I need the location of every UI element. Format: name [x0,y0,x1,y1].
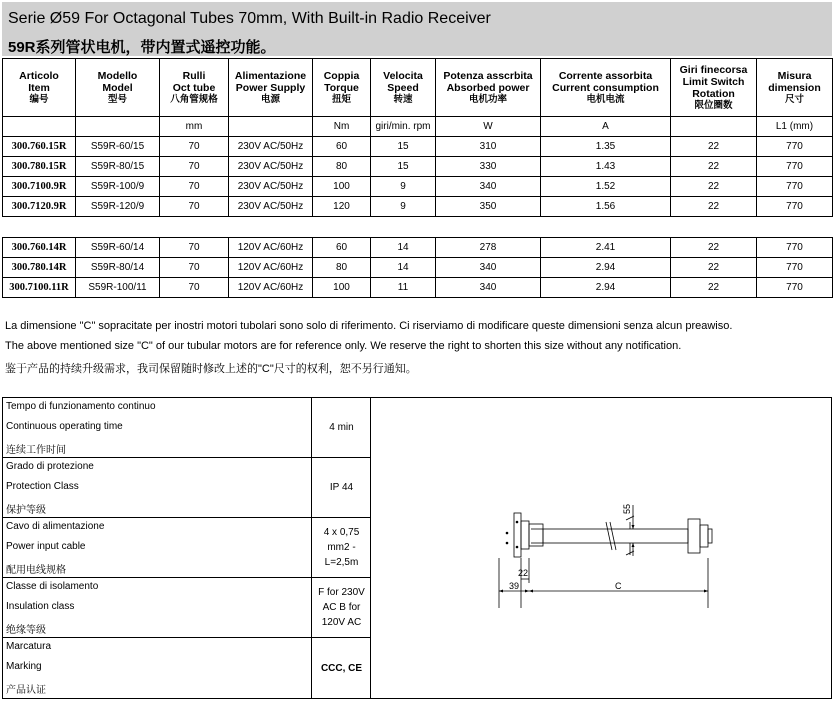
cell-torque: 80 [313,157,371,177]
cell-power-supply: 230V AC/50Hz [229,197,313,217]
table-row [3,137,833,157]
technical-specs-box [2,397,371,699]
unit-cell: mm [160,117,229,137]
cell-oct-tube: 70 [160,197,229,217]
cell-dimension: 770 [757,238,833,258]
cell-absorbed-power: 350 [436,197,541,217]
column-header-it: Alimentazione [234,69,307,82]
cell-absorbed-power: 330 [436,157,541,177]
table-row [3,278,833,298]
column-header-absorbed-power [436,59,541,117]
spec-label-it: Grado di protezione [6,461,94,472]
spec-label-en: Power input cable [6,541,86,552]
cell-limit-switch-rotation: 22 [671,238,757,258]
column-header-it: Articolo [19,69,59,82]
cell-item-code: 300.760.14R [3,238,76,258]
title-banner [2,2,832,56]
column-header-cn: 编号 [29,93,49,105]
spec-table-60hz [2,237,833,298]
cell-dimension: 770 [757,177,833,197]
cell-speed: 9 [371,177,436,197]
motor-drawing-box [370,397,832,699]
column-header-cn: 尺寸 [784,93,804,105]
column-header-dimension [757,59,833,117]
column-header-cn: 型号 [107,93,127,105]
spec-label-group [3,578,311,638]
cell-power-supply: 120V AC/60Hz [229,278,313,298]
dimension-label-diameter: 55 [622,503,632,514]
unit-cell: A [541,117,671,137]
dimension-label-22: 22 [518,568,529,578]
unit-cell: giri/min. rpm [371,117,436,137]
cell-model: S59R-80/14 [76,258,160,278]
units-row [3,117,833,137]
table-row [3,258,833,278]
cell-torque: 60 [313,137,371,157]
motor-tube [543,529,688,543]
note-italian: La dimensione "C" sopracitate per inostri motori tubolari sono solo di riferimento. Ci riserviamo di modificare queste dimensioni senza alcun preawiso. [5,320,733,332]
cell-oct-tube: 70 [160,157,229,177]
cell-power-supply: 120V AC/60Hz [229,258,313,278]
cell-limit-switch-rotation: 22 [671,258,757,278]
table-row [3,238,833,258]
column-header-current [541,59,671,117]
unit-cell [229,117,313,137]
column-header-en: Speed [387,81,419,94]
cell-dimension: 770 [757,197,833,217]
dimension-label-39: 39 [509,581,520,591]
cell-oct-tube: 70 [160,278,229,298]
cell-current: 2.94 [541,258,671,278]
cell-current: 1.56 [541,197,671,217]
cell-model: S59R-100/11 [76,278,160,298]
spec-label-group [3,458,311,518]
cell-power-supply: 120V AC/60Hz [229,238,313,258]
cell-torque: 80 [313,258,371,278]
spec-label-cn: 配用电线规格 [6,565,66,576]
column-header-cn: 电源 [260,93,280,105]
spec-label-en: Marking [6,661,42,672]
spec-label-en: Continuous operating time [6,421,123,432]
cell-current: 1.43 [541,157,671,177]
spec-value: 4 min [311,398,371,458]
column-header-it: Giri finecorsa [679,63,748,76]
cell-oct-tube: 70 [160,177,229,197]
cell-speed: 14 [371,238,436,258]
cell-oct-tube: 70 [160,238,229,258]
column-header-cn: 八角管规格 [170,93,218,105]
spec-label-it: Cavo di alimentazione [6,521,105,532]
cell-current: 1.52 [541,177,671,197]
cell-absorbed-power: 340 [436,278,541,298]
cell-dimension: 770 [757,258,833,278]
column-header-it: Rulli [182,69,206,82]
cell-speed: 11 [371,278,436,298]
cell-torque: 120 [313,197,371,217]
cell-item-code: 300.780.14R [3,258,76,278]
cell-item-code: 300.760.15R [3,137,76,157]
cell-absorbed-power: 340 [436,177,541,197]
cell-current: 2.41 [541,238,671,258]
cell-power-supply: 230V AC/50Hz [229,177,313,197]
page-title: Serie Ø59 For Octagonal Tubes 70mm, With Built-in Radio Receiver [8,10,491,27]
column-header-limit-switch-rotation [671,59,757,117]
dimension-label-c: C [615,581,622,591]
column-header-it: Modello [97,69,138,82]
cell-model: S59R-60/15 [76,137,160,157]
column-header-model [76,59,160,117]
cell-torque: 100 [313,278,371,298]
cell-current: 2.94 [541,278,671,298]
column-header-en: Limit Switch Rotation [682,75,745,100]
spec-table-50hz [2,58,833,217]
column-header-power-supply [229,59,313,117]
cell-current: 1.35 [541,137,671,157]
spec-label-cn: 绝缘等级 [6,625,46,636]
column-header-en: Power Supply [235,81,306,94]
spec-value: F for 230V AC B for 120V AC [311,578,371,638]
column-header-it: Potenza asscrbita [443,69,533,82]
column-header-it: Velocita [383,69,423,82]
cell-dimension: 770 [757,278,833,298]
column-header-speed [371,59,436,117]
spec-label-group [3,398,311,458]
spec-label-en: Protection Class [6,481,79,492]
column-header-en: Torque [324,81,359,94]
cell-limit-switch-rotation: 22 [671,278,757,298]
column-header-it: Corrente assorbita [558,69,653,82]
cell-oct-tube: 70 [160,137,229,157]
unit-cell: Nm [313,117,371,137]
cell-power-supply: 230V AC/50Hz [229,157,313,177]
table-row [3,157,833,177]
cell-item-code: 300.7120.9R [3,197,76,217]
spec-label-group [3,518,311,578]
column-header-cn: 扭矩 [331,93,351,105]
cell-speed: 15 [371,137,436,157]
column-header-item-code [3,59,76,117]
table-row [3,177,833,197]
spec-label-cn: 连续工作时间 [6,445,66,456]
unit-cell [671,117,757,137]
column-header-cn: 限位圈数 [694,99,733,111]
cell-speed: 14 [371,258,436,278]
unit-cell: W [436,117,541,137]
column-header-it: Misura [777,69,812,82]
cell-model: S59R-100/9 [76,177,160,197]
spec-value: IP 44 [311,458,371,518]
table-header-row [3,59,833,117]
cell-power-supply: 230V AC/50Hz [229,137,313,157]
cell-torque: 100 [313,177,371,197]
column-header-en: Absorbed power [446,81,530,94]
column-header-it: Coppia [323,69,360,82]
unit-cell [76,117,160,137]
column-header-en: Current consumption [552,81,659,94]
column-header-en: dimension [768,81,821,94]
cell-limit-switch-rotation: 22 [671,197,757,217]
cell-oct-tube: 70 [160,258,229,278]
spec-label-group [3,638,311,698]
motor-dimension-drawing [371,398,831,698]
cell-model: S59R-80/15 [76,157,160,177]
spec-value: CCC, CE [311,638,371,698]
spec-label-it: Classe di isolamento [6,581,99,592]
cell-dimension: 770 [757,157,833,177]
cell-absorbed-power: 340 [436,258,541,278]
cell-limit-switch-rotation: 22 [671,177,757,197]
unit-cell [3,117,76,137]
column-header-en: Model [102,81,133,94]
cell-speed: 15 [371,157,436,177]
cell-torque: 60 [313,238,371,258]
cell-item-code: 300.7100.9R [3,177,76,197]
spec-label-en: Insulation class [6,601,75,612]
cell-limit-switch-rotation: 22 [671,157,757,177]
spec-label-cn: 产品认证 [6,685,46,696]
column-header-en: Oct tube [172,81,216,94]
column-header-torque [313,59,371,117]
cell-limit-switch-rotation: 22 [671,137,757,157]
cell-model: S59R-120/9 [76,197,160,217]
column-header-en: Item [28,81,50,94]
column-header-oct-tube [160,59,229,117]
note-english: The above mentioned size "C" of our tubular motors are for reference only. We reserve the right to shorten this size without any notification. [5,340,682,352]
cell-item-code: 300.780.15R [3,157,76,177]
unit-cell: L1 (mm) [757,117,833,137]
spec-label-cn: 保护等级 [6,505,46,516]
spec-label-it: Tempo di funzionamento continuo [6,401,156,412]
column-header-cn: 电机功率 [468,93,507,105]
spec-value: 4 x 0,75 mm2 - L=2,5m [311,518,371,578]
page-subtitle: 59R系列管状电机，带内置式遥控功能。 [8,39,276,56]
cell-model: S59R-60/14 [76,238,160,258]
cell-absorbed-power: 278 [436,238,541,258]
table-row [3,197,833,217]
cell-item-code: 300.7100.11R [3,278,76,298]
note-chinese: 鉴于产品的持续升级需求，我司保留随时修改上述的"C"尺寸的权利，恕不另行通知。 [5,363,417,375]
cell-dimension: 770 [757,137,833,157]
column-header-cn: 转速 [393,93,413,105]
cell-absorbed-power: 310 [436,137,541,157]
column-header-cn: 电机电流 [586,93,625,105]
mounting-plate [514,513,521,557]
cell-speed: 9 [371,197,436,217]
spec-label-it: Marcatura [6,641,52,652]
